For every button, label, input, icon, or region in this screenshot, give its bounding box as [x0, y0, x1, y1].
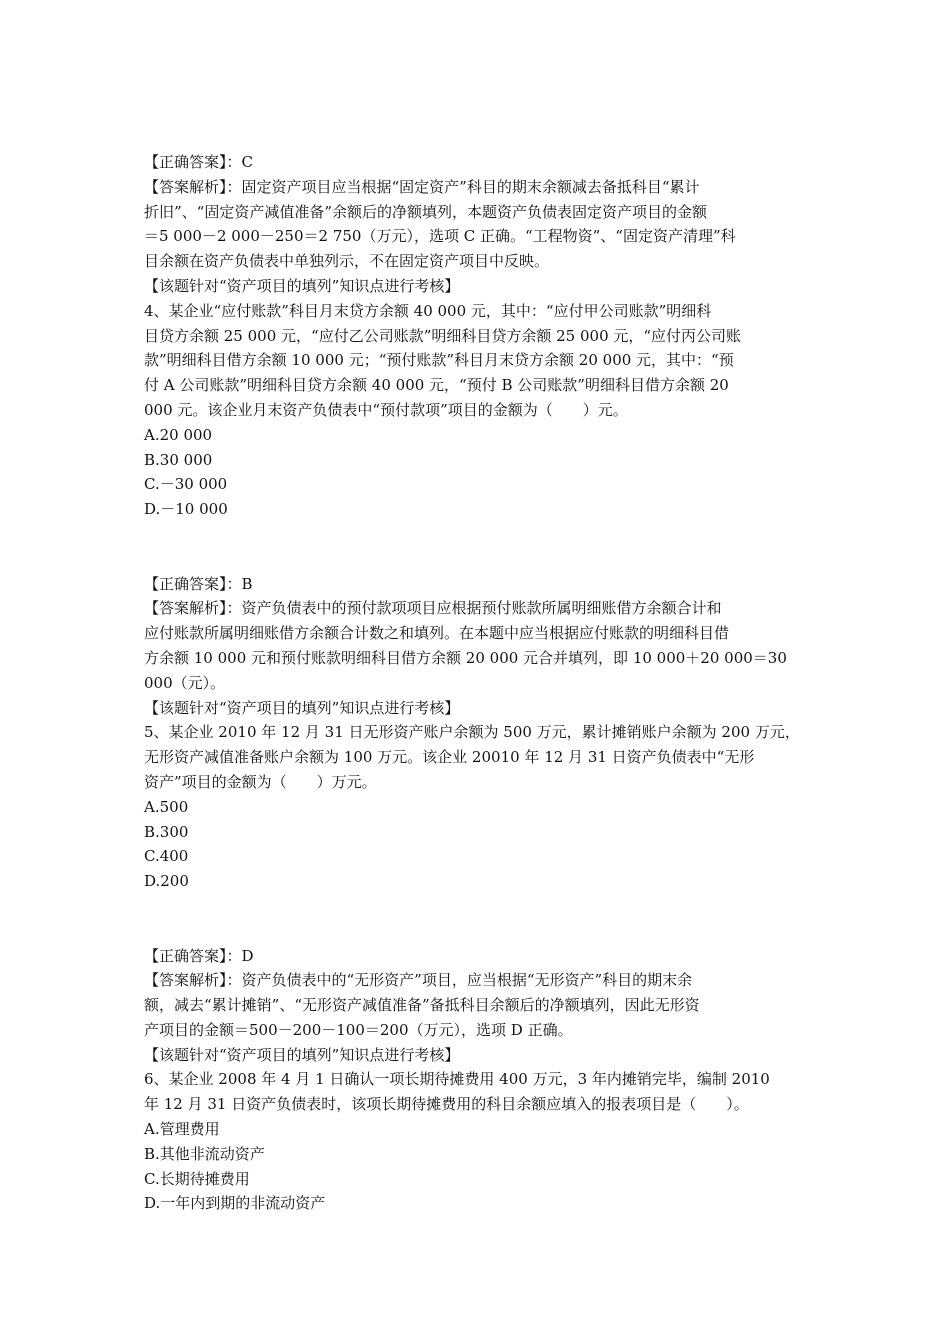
question-line: 4、某企业“应付账款”科目月末贷方余额 40 000 元，其中：“应付甲公司账款”明细科 — [144, 301, 712, 320]
question-line: 6、某企业 2008 年 4 月 1 日确认一项长期待摊费用 400 万元，3 年内摊销完毕，编制 2010 — [144, 1070, 770, 1089]
option-d: D.一年内到期的非流动资产 — [144, 1194, 326, 1213]
answer-analysis-line: 【答案解析】：资产负债表中的预付款项项目应根据预付账款所属明细账借方余额合计和 — [144, 599, 722, 618]
answer-analysis-line: ＝5 000－2 000－250＝2 750（万元），选项 C 正确。“工程物资”、“固定资产清理”科 — [144, 227, 736, 246]
document-content — [144, 150, 812, 1216]
topic-note: 【该题针对“资产项目的填列”知识点进行考核】 — [144, 276, 460, 295]
answer-analysis-line: 【答案解析】：固定资产项目应当根据“固定资产”科目的期末余额减去备抵科目“累计 — [144, 177, 700, 196]
topic-note: 【该题针对“资产项目的填列”知识点进行考核】 — [144, 1045, 460, 1064]
question-line: 付 A 公司账款”明细科目贷方余额 40 000 元，“预付 B 公司账款”明细科目借方余额 20 — [144, 376, 729, 395]
answer-analysis-line: 目余额在资产负债表中单独列示，不在固定资产项目中反映。 — [144, 252, 550, 271]
question-line: 资产”项目的金额为（ ）万元。 — [144, 772, 377, 791]
correct-answer: 【正确答案】：C — [144, 153, 253, 171]
option-b: B.30 000 — [144, 450, 213, 469]
answer-analysis-line: 折旧”、“固定资产减值准备”余额后的净额填列，本题资产负债表固定资产项目的金额 — [144, 202, 708, 221]
topic-note: 【该题针对“资产项目的填列”知识点进行考核】 — [144, 698, 460, 717]
correct-answer: 【正确答案】：D — [144, 946, 254, 965]
option-c: C.400 — [144, 847, 189, 866]
question-line: 年 12 月 31 日资产负债表时，该项长期待摊费用的科目余额应填入的报表项目是（ ）。 — [144, 1095, 749, 1114]
option-b: B.其他非流动资产 — [144, 1144, 265, 1163]
answer-analysis-line: 000（元）。 — [144, 673, 226, 692]
option-a: A.20 000 — [144, 425, 213, 444]
question-line: 5、某企业 2010 年 12 月 31 日无形资产账户余额为 500 万元，累计摊销账户余额为 200 万元， — [144, 723, 800, 742]
option-d: D.－10 000 — [144, 500, 228, 519]
option-a: A.500 — [144, 797, 189, 816]
question-line: 目贷方余额 25 000 元，“应付乙公司账款”明细科目贷方余额 25 000 元，“应付丙公司账 — [144, 326, 742, 345]
answer-analysis-line: 应付账款所属明细账借方余额合计数之和填列。在本题中应当根据应付账款的明细科目借 — [144, 624, 730, 643]
answer-analysis-line: 产项目的金额＝500－200－100＝200（万元），选项 D 正确。 — [144, 1020, 573, 1039]
spacer — [144, 522, 812, 572]
answer-analysis-line: 额，减去“累计摊销”、“无形资产减值准备”备抵科目余额后的净额填列，因此无形资 — [144, 996, 700, 1015]
spacer — [144, 894, 812, 944]
question-line: 无形资产减值准备账户余额为 100 万元。该企业 20010 年 12 月 31 日资产负债表中“无形 — [144, 748, 755, 767]
option-c: C.长期待摊费用 — [144, 1169, 250, 1188]
option-b: B.300 — [144, 822, 189, 841]
question-line: 000 元。该企业月末资产负债表中“预付款项”项目的金额为（ ）元。 — [144, 400, 628, 419]
option-d: D.200 — [144, 872, 189, 891]
option-c: C.－30 000 — [144, 475, 228, 494]
answer-analysis-line: 【答案解析】：资产负债表中的“无形资产”项目，应当根据“无形资产”科目的期末余 — [144, 971, 693, 990]
option-a: A.管理费用 — [144, 1120, 220, 1139]
answer-analysis-line: 方余额 10 000 元和预付账款明细科目借方余额 20 000 元合并填列，即 10 000＋20 000＝30 — [144, 648, 787, 667]
correct-answer: 【正确答案】：B — [144, 574, 253, 593]
question-line: 款”明细科目借方余额 10 000 元；“预付账款”科目月末贷方余额 20 000 元，其中：“预 — [144, 351, 734, 370]
